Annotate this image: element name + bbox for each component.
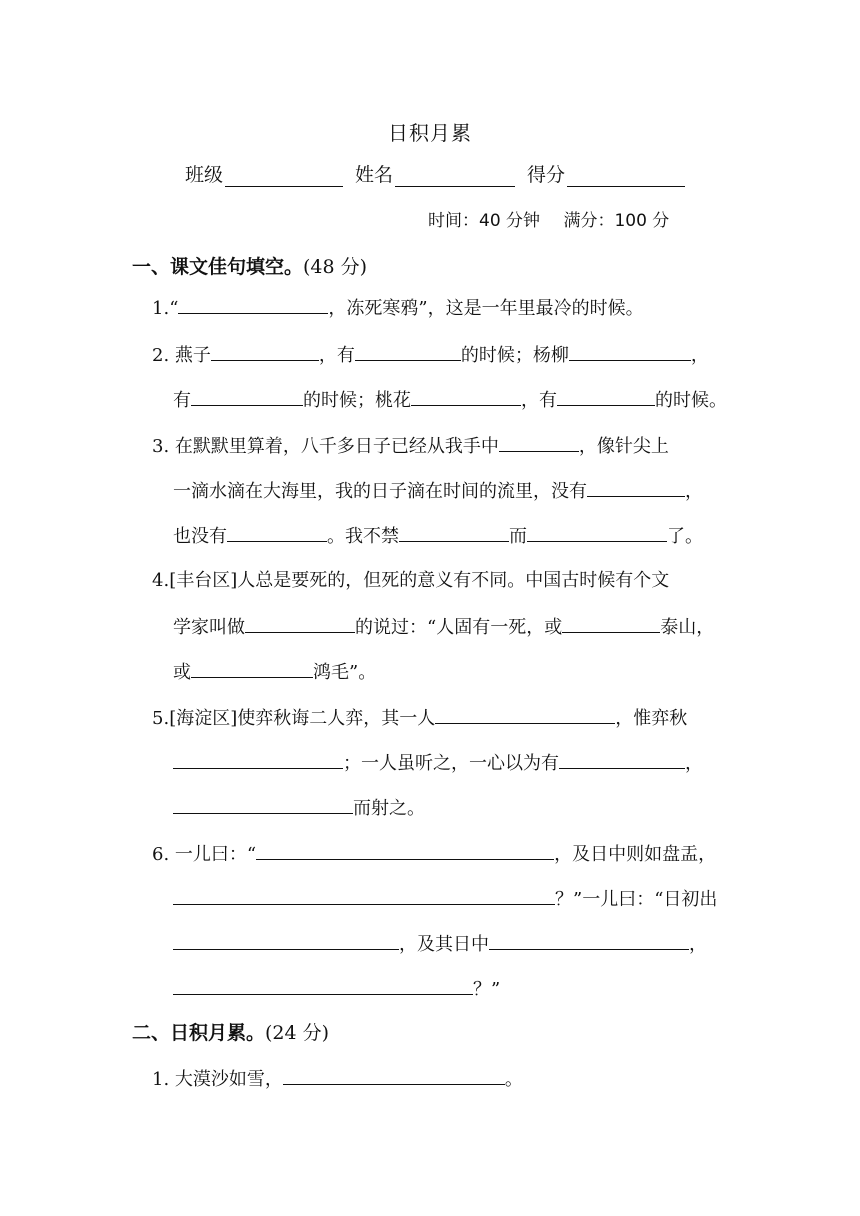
question-1-5 xyxy=(152,705,687,731)
question-text: 的时候；杨柳 xyxy=(460,345,569,366)
question-text: 有 xyxy=(173,390,191,411)
answer-blank[interactable] xyxy=(227,523,327,542)
question-text: ？”一儿曰：“日初出 xyxy=(555,889,718,910)
question-text: ，惟弈秋 xyxy=(615,708,688,729)
question-1-3-cont2 xyxy=(173,523,703,549)
answer-blank[interactable] xyxy=(399,523,509,542)
question-1-5-cont xyxy=(173,750,703,776)
question-text: ， xyxy=(685,481,703,502)
section-1-title: 一、课文佳句填空。 xyxy=(132,256,304,278)
page-title: 日积月累 xyxy=(388,121,472,145)
question-1-6-cont3 xyxy=(173,976,500,1002)
section-1-heading xyxy=(132,252,367,279)
question-text: ，有 xyxy=(521,390,557,411)
question-number: 4. xyxy=(152,570,170,591)
question-text: 也没有 xyxy=(173,526,227,547)
answer-blank[interactable] xyxy=(178,295,328,314)
answer-blank[interactable] xyxy=(256,841,554,860)
question-text: 了。 xyxy=(667,526,703,547)
question-text: “ xyxy=(169,298,179,319)
name-blank[interactable] xyxy=(395,166,515,187)
answer-blank[interactable] xyxy=(489,931,689,950)
score-blank[interactable] xyxy=(567,166,685,187)
question-number: 5. xyxy=(152,708,170,729)
answer-blank[interactable] xyxy=(527,523,667,542)
question-1-3-cont xyxy=(173,478,703,504)
answer-blank[interactable] xyxy=(411,387,521,406)
section-1-points: (48 分) xyxy=(303,256,368,278)
question-1-2 xyxy=(152,342,709,368)
question-text: 一儿曰：“ xyxy=(174,844,257,865)
question-1-5-cont2 xyxy=(173,795,425,821)
answer-blank[interactable] xyxy=(173,750,343,769)
question-text: 鸿毛”。 xyxy=(313,662,377,683)
answer-blank[interactable] xyxy=(245,614,355,633)
full-score: 满分：100 分 xyxy=(563,211,670,231)
question-text: 或 xyxy=(173,662,191,683)
question-text: ，有 xyxy=(318,345,355,366)
name-label: 姓名 xyxy=(355,164,394,186)
question-1-3 xyxy=(152,433,669,459)
answer-blank[interactable] xyxy=(173,976,473,995)
section-2-heading xyxy=(132,1018,329,1045)
answer-blank[interactable] xyxy=(435,705,615,724)
section-2-title: 二、日积月累。 xyxy=(132,1022,266,1044)
answer-blank[interactable] xyxy=(173,931,399,950)
answer-blank[interactable] xyxy=(191,387,303,406)
question-text: ， xyxy=(689,934,707,955)
class-field[interactable] xyxy=(185,160,343,187)
answer-blank[interactable] xyxy=(355,342,461,361)
question-text: ， xyxy=(690,345,709,366)
question-text: 在默默里算着，八千多日子已经从我手中 xyxy=(174,436,499,457)
question-text: 的时候。 xyxy=(655,390,727,411)
question-text: 。 xyxy=(504,1069,523,1090)
question-text: 大漠沙如雪， xyxy=(174,1069,283,1090)
question-2-1 xyxy=(152,1066,523,1092)
question-number: 1. xyxy=(152,298,170,319)
time-limit: 时间：40 分钟 xyxy=(428,211,541,231)
question-text: ，像针尖上 xyxy=(578,436,669,457)
question-text: 的时候；桃花 xyxy=(303,390,411,411)
question-text: 泰山， xyxy=(660,617,715,638)
question-1-4 xyxy=(152,569,669,593)
answer-blank[interactable] xyxy=(211,342,319,361)
answer-blank[interactable] xyxy=(562,614,660,633)
class-blank[interactable] xyxy=(225,166,343,187)
question-text: 一滴水滴在大海里，我的日子滴在时间的流里，没有 xyxy=(173,481,587,502)
question-number: 6. xyxy=(152,844,170,865)
question-text: ， xyxy=(685,753,703,774)
question-1-1 xyxy=(152,295,644,321)
question-1-6-cont2 xyxy=(173,931,707,957)
question-text: 的说过：“人固有一死，或 xyxy=(355,617,563,638)
question-text: [海淀区]使弈秋诲二人弈，其一人 xyxy=(169,708,436,729)
section-2-points: (24 分) xyxy=(265,1022,330,1044)
question-text: 。我不禁 xyxy=(327,526,399,547)
question-text: 而 xyxy=(509,526,527,547)
class-label: 班级 xyxy=(185,164,224,186)
answer-blank[interactable] xyxy=(587,478,685,497)
answer-blank[interactable] xyxy=(173,795,353,814)
question-text: 而射之。 xyxy=(353,798,425,819)
question-number: 2. xyxy=(152,345,170,366)
time-info xyxy=(428,206,687,231)
question-text: ，及其日中 xyxy=(399,934,489,955)
score-field[interactable] xyxy=(527,160,685,187)
answer-blank[interactable] xyxy=(569,342,691,361)
answer-blank[interactable] xyxy=(499,433,579,452)
question-text: [丰台区]人总是要死的，但死的意义有不同。中国古时候有个文 xyxy=(169,570,670,591)
question-1-2-cont xyxy=(173,387,727,413)
question-text: ；一人虽听之，一心以为有 xyxy=(343,753,559,774)
question-1-6-cont xyxy=(173,886,717,912)
answer-blank[interactable] xyxy=(559,750,685,769)
name-field[interactable] xyxy=(355,160,515,187)
answer-blank[interactable] xyxy=(173,886,555,905)
question-number: 1. xyxy=(152,1069,170,1090)
question-text: ，冻死寒鸦”，这是一年里最冷的时候。 xyxy=(328,298,644,319)
answer-blank[interactable] xyxy=(191,659,313,678)
question-number: 3. xyxy=(152,436,170,457)
question-text: 学家叫做 xyxy=(173,617,245,638)
question-1-4-cont2 xyxy=(173,659,376,685)
student-info-row xyxy=(185,160,697,187)
question-text: ，及日中则如盘盂， xyxy=(554,844,717,865)
answer-blank[interactable] xyxy=(283,1066,505,1085)
answer-blank[interactable] xyxy=(557,387,655,406)
score-label: 得分 xyxy=(527,164,566,186)
question-text: 燕子 xyxy=(174,345,211,366)
question-1-4-cont xyxy=(173,614,714,640)
question-text: ？” xyxy=(473,979,501,1000)
question-1-6 xyxy=(152,841,716,867)
